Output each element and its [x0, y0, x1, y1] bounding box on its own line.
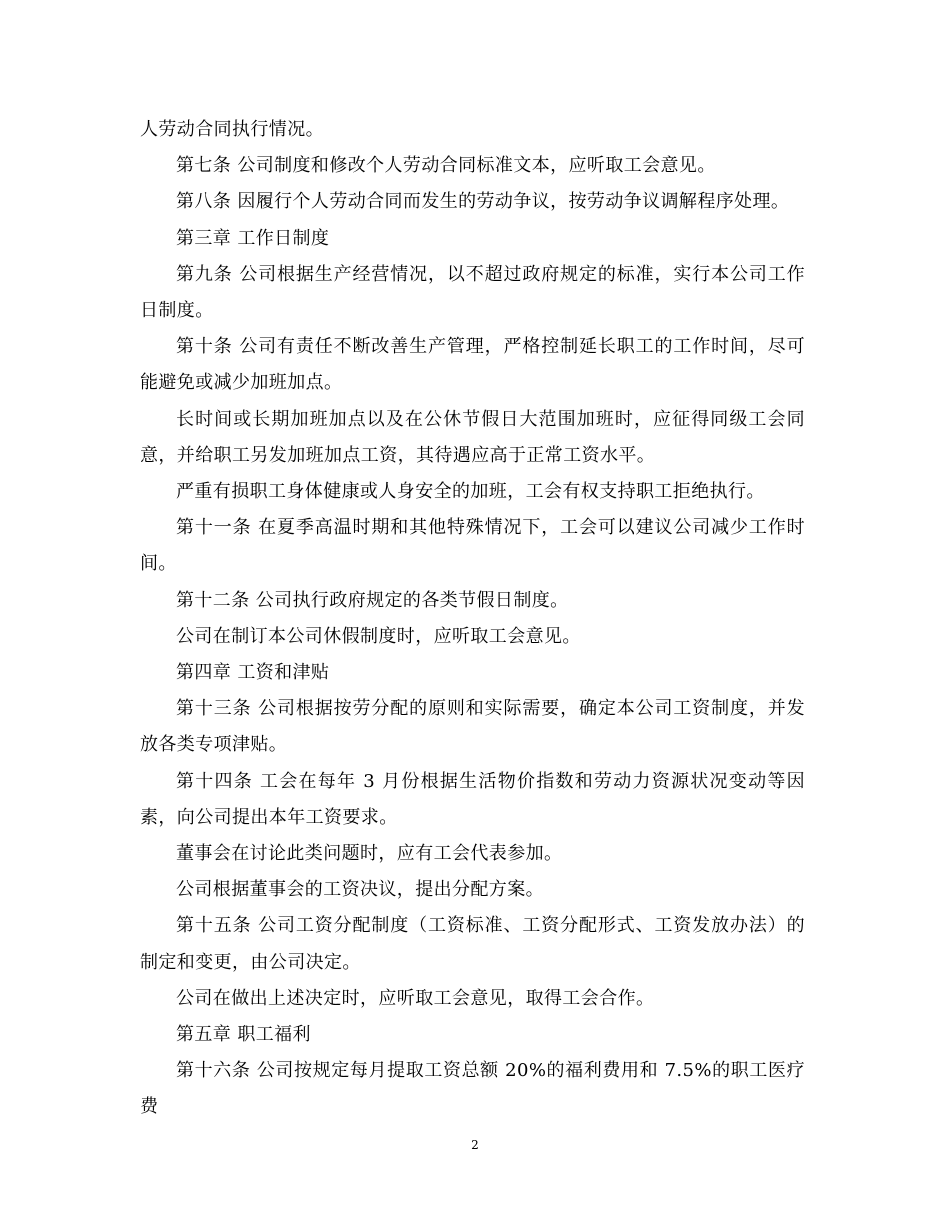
paragraph: 第八条 因履行个人劳动合同而发生的劳动争议，按劳动争议调解程序处理。: [176, 191, 790, 213]
paragraph: 第十二条 公司执行政府规定的各类节假日制度。: [176, 589, 569, 611]
paragraph: 人劳动合同执行情况。: [140, 119, 324, 140]
paragraph: 第十条 公司有责任不断改善生产管理，严格控制延长职工的工作时间，尽可能避免或减少加班加点。: [140, 336, 805, 394]
paragraph: 第七条 公司制度和修改个人劳动合同标准文本，应听取工会意见。: [176, 155, 716, 177]
page-number: 2: [471, 1138, 479, 1152]
paragraph: 董事会在讨论此类问题时，应有工会代表参加。: [176, 843, 563, 865]
paragraph: 第五章 职工福利: [176, 1024, 311, 1046]
paragraph: 第十四条 工会在每年 3 月份根据生活物价指数和劳动力资源状况变动等因素，向公司提出本年工资要求。: [140, 770, 805, 828]
paragraph: 第四章 工资和津贴: [176, 662, 330, 684]
document-body: [140, 112, 805, 1126]
paragraph: 第十六条 公司按规定每月提取工资总额 20%的福利费用和 7.5%的职工医疗费: [140, 1060, 805, 1118]
paragraph: 公司在做出上述决定时，应听取工会意见，取得工会合作。: [176, 987, 655, 1009]
paragraph: 第十三条 公司根据按劳分配的原则和实际需要，确定本公司工资制度，并发放各类专项津贴。: [140, 698, 805, 756]
paragraph: 第十一条 在夏季高温时期和其他特殊情况下，工会可以建议公司减少工作时间。: [140, 517, 805, 575]
paragraph: 严重有损职工身体健康或人身安全的加班，工会有权支持职工拒绝执行。: [176, 481, 765, 503]
paragraph: 公司在制订本公司休假制度时，应听取工会意见。: [176, 625, 581, 647]
paragraph: 第九条 公司根据生产经营情况，以不超过政府规定的标准，实行本公司工作日制度。: [140, 263, 805, 322]
paragraph: 第十五条 公司工资分配制度（工资标准、工资分配形式、工资发放办法）的制定和变更，由公司决定。: [140, 915, 805, 973]
paragraph: 长时间或长期加班加点以及在公休节假日大范围加班时，应征得同级工会同意，并给职工另发加班加点工资，其待遇应高于正常工资水平。: [140, 408, 805, 466]
paragraph: 第三章 工作日制度: [176, 227, 330, 249]
paragraph: 公司根据董事会的工资决议，提出分配方案。: [176, 879, 544, 901]
